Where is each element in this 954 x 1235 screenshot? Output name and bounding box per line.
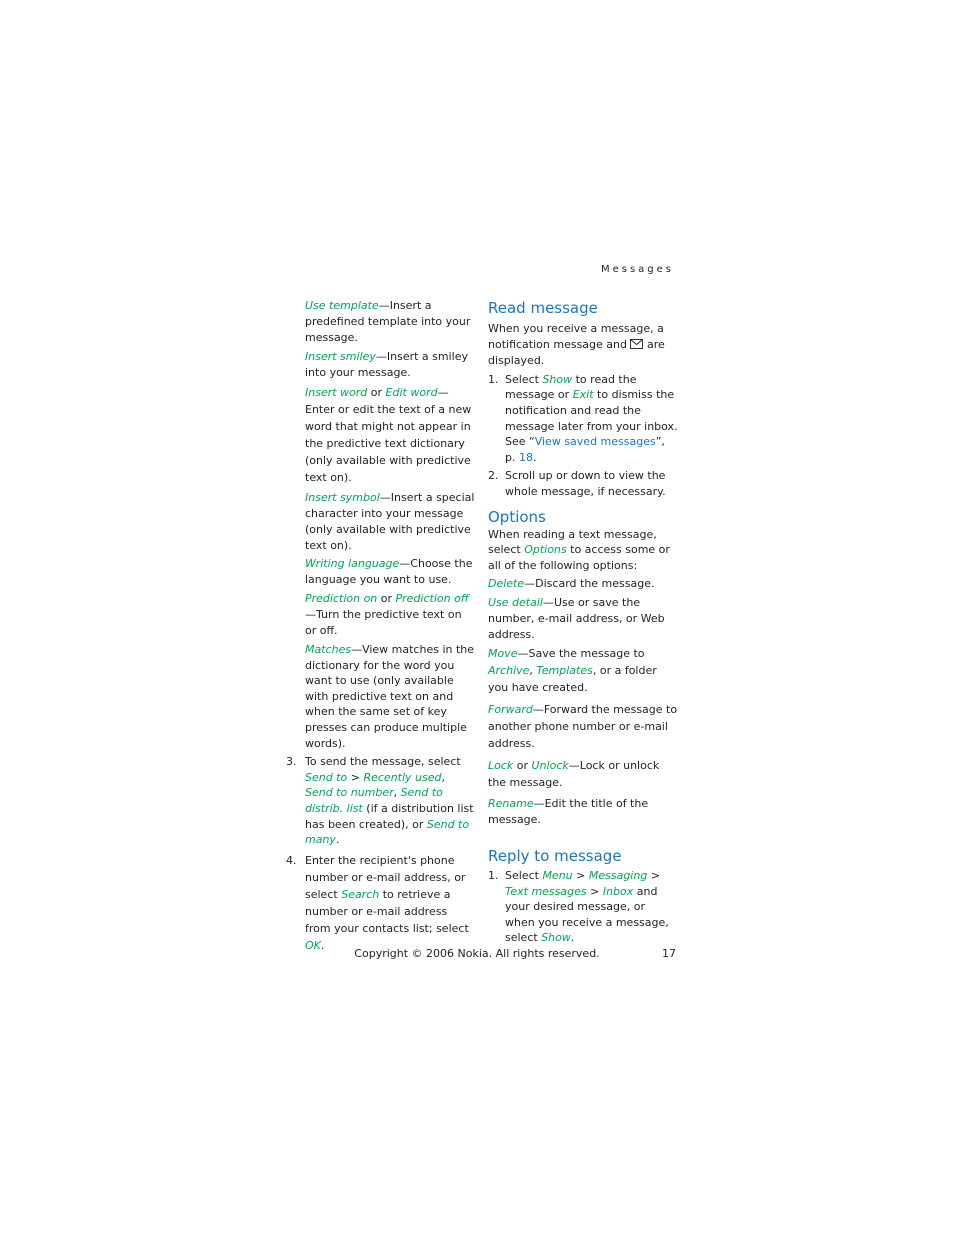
option-use-template: Use template—Insert a predefined template into your message. [305, 299, 471, 344]
option-rename: Rename—Edit the title of the message. [488, 797, 649, 827]
step-text: To send the message, select Send to > Recently used, Send to number, Send to distrib. list (if a distribution list has been created), or Send to many. [305, 755, 474, 847]
right-column [488, 299, 678, 946]
option-insert-symbol: Insert symbol—Insert a special character into your message (only available with predictive text on). [305, 491, 475, 552]
step-number: 3. [286, 755, 297, 769]
options-intro: When reading a text message, select Options to access some or all of the following options: [488, 527, 670, 572]
read-step-2 [488, 468, 678, 499]
reply-step-1 [488, 868, 678, 946]
command-text: Writing language [305, 557, 400, 570]
option-move: Move—Save the message to Archive, Templates, or a folder you have created. [488, 647, 657, 695]
command-text: Use template [305, 299, 379, 312]
step-3 [286, 754, 476, 848]
command-text: Forward [488, 703, 533, 717]
step-number: 1. [488, 869, 499, 883]
option-use-detail: Use detail—Use or save the number, e-mail address, or Web address. [488, 596, 665, 641]
command-text: Insert smiley [305, 350, 376, 363]
read-intro: When you receive a message, a notification message and are displayed. [488, 322, 665, 368]
command-text: Insert symbol [305, 491, 380, 504]
step-number: 4. [286, 853, 297, 867]
step-4 [286, 852, 476, 954]
option-insert-word: Insert word or Edit word—Enter or edit the text of a new word that might not appear in the predictive text dictionary (only available with predictive text on). [305, 386, 472, 484]
heading-read-message: Read message [488, 299, 598, 317]
link-page-18[interactable]: 18 [518, 450, 533, 464]
command-text: Delete [488, 577, 525, 591]
left-column [286, 298, 476, 954]
command-text: Use detail [488, 596, 543, 610]
command-text: Insert word [305, 386, 368, 399]
option-forward: Forward—Forward the message to another phone number or e-mail address. [488, 703, 678, 751]
option-lock: Lock or Unlock—Lock or unlock the message. [488, 759, 660, 790]
heading-reply-to-message: Reply to message [488, 847, 622, 866]
command-text: Rename [488, 797, 534, 811]
command-text: Prediction off [395, 592, 469, 605]
option-insert-smiley: Insert smiley—Insert a smiley into your message. [305, 350, 469, 379]
copyright-notice: Copyright © 2006 Nokia. All rights reserved. [354, 947, 600, 960]
section-header: Messages [600, 264, 674, 275]
step-number: 2. [488, 469, 499, 483]
step-text: Select Show to read the message or Exit to dismiss the notification and read the message later from your inbox. See “View saved messages”, p. 18. [505, 372, 678, 464]
step-text: Select Menu > Messaging > Text messages > Inbox and your desired message, or when you receive a message, select Show. [505, 869, 669, 945]
command-text: Prediction on [305, 592, 378, 605]
page-number: 17 [662, 947, 676, 960]
read-step-1 [488, 372, 678, 466]
heading-options: Options [488, 507, 546, 526]
link-view-saved-messages[interactable]: View saved messages [534, 435, 656, 449]
command-text: Matches [305, 643, 352, 656]
command-text: Lock [488, 759, 514, 773]
option-writing-language: Writing language—Choose the language you want to use. [305, 557, 473, 586]
command-text: Move [488, 647, 518, 661]
envelope-icon [630, 338, 643, 354]
option-prediction: Prediction on or Prediction off—Turn the predictive text on or off. [305, 592, 469, 637]
option-matches: Matches—View matches in the dictionary for the word you want to use (only available with predictive text on and when the same set of key presses can produce multiple words). [305, 643, 475, 750]
command-text: Edit word [385, 386, 438, 399]
step-number: 1. [488, 372, 499, 386]
option-delete: Delete—Discard the message. [488, 577, 655, 591]
command-text: Unlock [531, 759, 569, 773]
step-text: Scroll up or down to view the whole message, if necessary. [505, 469, 666, 498]
step-text: Enter the recipient's phone number or e-mail address, or select Search to retrieve a number or e-mail address from your contacts list; select OK. [305, 853, 469, 952]
